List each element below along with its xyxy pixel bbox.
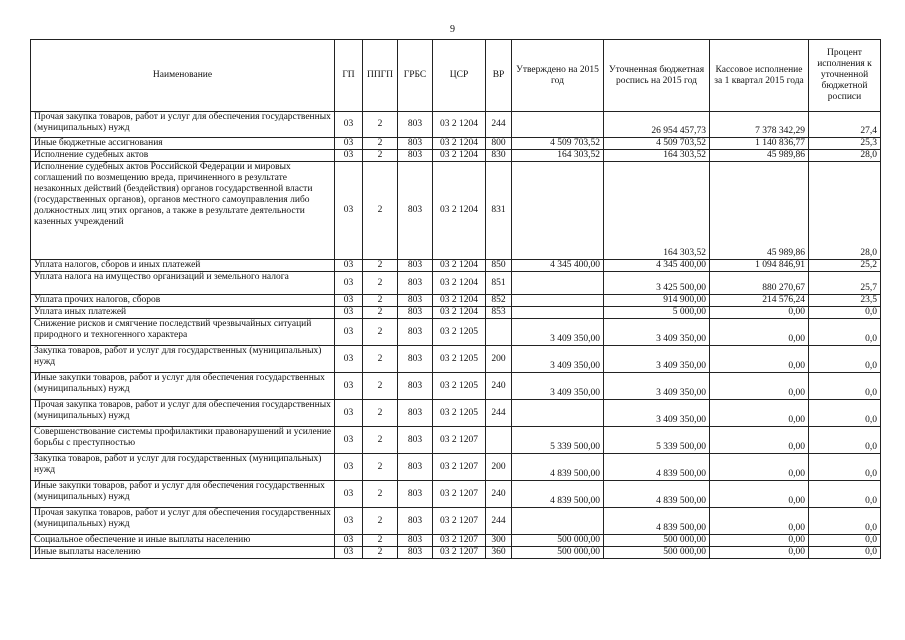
row-percent: 0,0 [809,373,881,400]
header-percent: Процент исполнения к уточненной бюджетной росписи [809,40,881,112]
row-vr: 240 [486,373,512,400]
row-ppgp: 2 [363,150,398,162]
row-name: Исполнение судебных актов Российской Федерации и мировых соглашений по возмещению вреда, причиненного в результате незаконных действий (бездействия) органов государственной власти (государственных органов), органов местного самоуправления либо должностных лиц этих органов, а также в результате деятельности казенных учреждений [31,162,335,260]
row-csr: 03 2 1205 [433,373,486,400]
row-vr: 200 [486,346,512,373]
row-gp: 03 [335,508,363,535]
table-row [31,547,881,559]
row-cash: 0,00 [710,454,809,481]
row-name: Прочая закупка товаров, работ и услуг для обеспечения государственных (муниципальных) нужд [31,400,335,427]
row-ppgp: 2 [363,346,398,373]
row-refined: 500 000,00 [604,535,710,547]
row-ppgp: 2 [363,454,398,481]
row-ppgp: 2 [363,260,398,272]
row-cash: 1 140 836,77 [710,138,809,150]
row-cash: 0,00 [710,319,809,346]
table-row [31,319,881,346]
row-vr: 244 [486,508,512,535]
row-refined: 3 409 350,00 [604,319,710,346]
header-refined: Уточненная бюджетная роспись на 2015 год [604,40,710,112]
row-vr: 853 [486,307,512,319]
row-refined: 500 000,00 [604,547,710,559]
row-ppgp: 2 [363,547,398,559]
row-grbs: 803 [398,260,433,272]
row-gp: 03 [335,150,363,162]
row-name: Прочая закупка товаров, работ и услуг для обеспечения государственных (муниципальных) нужд [31,112,335,138]
row-cash: 45 989,86 [710,150,809,162]
row-gp: 03 [335,346,363,373]
row-vr: 830 [486,150,512,162]
row-cash: 0,00 [710,346,809,373]
row-cash: 0,00 [710,373,809,400]
row-approved [512,508,604,535]
row-ppgp: 2 [363,508,398,535]
row-approved [512,112,604,138]
row-grbs: 803 [398,400,433,427]
row-gp: 03 [335,138,363,150]
row-ppgp: 2 [363,112,398,138]
row-grbs: 803 [398,535,433,547]
row-cash: 0,00 [710,427,809,454]
row-grbs: 803 [398,307,433,319]
row-vr: 240 [486,481,512,508]
row-percent: 28,0 [809,162,881,260]
row-name: Иные выплаты населению [31,547,335,559]
row-csr: 03 2 1204 [433,150,486,162]
row-grbs: 803 [398,547,433,559]
table-body [31,112,881,559]
row-vr: 200 [486,454,512,481]
row-percent: 0,0 [809,427,881,454]
row-cash: 1 094 846,91 [710,260,809,272]
row-gp: 03 [335,454,363,481]
row-vr [486,319,512,346]
row-vr: 850 [486,260,512,272]
row-csr: 03 2 1204 [433,295,486,307]
row-approved: 5 339 500,00 [512,427,604,454]
row-gp: 03 [335,260,363,272]
row-vr: 244 [486,400,512,427]
page-number: 9 [450,24,455,35]
row-refined: 3 425 500,00 [604,272,710,295]
table-row [31,400,881,427]
row-name: Прочая закупка товаров, работ и услуг для обеспечения государственных (муниципальных) нужд [31,508,335,535]
row-approved: 500 000,00 [512,535,604,547]
row-vr: 244 [486,112,512,138]
row-percent: 27,4 [809,112,881,138]
row-approved: 500 000,00 [512,547,604,559]
row-name: Закупка товаров, работ и услуг для государственных (муниципальных) нужд [31,454,335,481]
row-gp: 03 [335,547,363,559]
row-approved: 4 839 500,00 [512,454,604,481]
row-grbs: 803 [398,138,433,150]
row-grbs: 803 [398,427,433,454]
row-ppgp: 2 [363,138,398,150]
row-grbs: 803 [398,319,433,346]
row-refined: 164 303,52 [604,150,710,162]
row-csr: 03 2 1207 [433,481,486,508]
row-csr: 03 2 1207 [433,535,486,547]
row-percent: 0,0 [809,346,881,373]
row-percent: 0,0 [809,400,881,427]
row-approved: 164 303,52 [512,150,604,162]
row-grbs: 803 [398,295,433,307]
table-row [31,454,881,481]
row-cash: 0,00 [710,400,809,427]
row-ppgp: 2 [363,295,398,307]
row-csr: 03 2 1207 [433,547,486,559]
row-refined: 3 409 350,00 [604,346,710,373]
row-csr: 03 2 1205 [433,400,486,427]
table-row [31,150,881,162]
row-cash: 0,00 [710,481,809,508]
row-ppgp: 2 [363,535,398,547]
row-csr: 03 2 1205 [433,346,486,373]
row-name: Совершенствование системы профилактики правонарушений и усиление борьбы с преступностью [31,427,335,454]
row-vr: 852 [486,295,512,307]
row-csr: 03 2 1204 [433,138,486,150]
row-csr: 03 2 1207 [433,427,486,454]
row-gp: 03 [335,481,363,508]
header-approved: Утверждено на 2015 год [512,40,604,112]
header-csr: ЦСР [433,40,486,112]
header-gp: ГП [335,40,363,112]
row-refined: 4 839 500,00 [604,481,710,508]
row-refined: 3 409 350,00 [604,373,710,400]
header-grbs: ГРБС [398,40,433,112]
row-cash: 0,00 [710,547,809,559]
row-gp: 03 [335,295,363,307]
table-row [31,307,881,319]
row-vr: 800 [486,138,512,150]
row-grbs: 803 [398,508,433,535]
row-refined: 4 839 500,00 [604,454,710,481]
row-csr: 03 2 1207 [433,454,486,481]
row-name: Иные закупки товаров, работ и услуг для обеспечения государственных (муниципальных) нужд [31,481,335,508]
row-approved: 3 409 350,00 [512,319,604,346]
row-approved [512,162,604,260]
row-ppgp: 2 [363,307,398,319]
row-name: Снижение рисков и смягчение последствий чрезвычайных ситуаций природного и техногенного характера [31,319,335,346]
row-name: Уплата прочих налогов, сборов [31,295,335,307]
table-row [31,260,881,272]
row-refined: 4 345 400,00 [604,260,710,272]
row-approved: 4 509 703,52 [512,138,604,150]
row-cash: 0,00 [710,535,809,547]
row-percent: 0,0 [809,508,881,535]
row-name: Уплата иных платежей [31,307,335,319]
row-csr: 03 2 1204 [433,260,486,272]
row-cash: 7 378 342,29 [710,112,809,138]
row-approved [512,400,604,427]
row-grbs: 803 [398,150,433,162]
row-name: Закупка товаров, работ и услуг для государственных (муниципальных) нужд [31,346,335,373]
row-approved: 4 345 400,00 [512,260,604,272]
row-gp: 03 [335,427,363,454]
row-grbs: 803 [398,454,433,481]
row-refined: 4 839 500,00 [604,508,710,535]
row-cash: 0,00 [710,307,809,319]
row-approved [512,272,604,295]
row-vr: 300 [486,535,512,547]
header-name: Наименование [31,40,335,112]
row-percent: 0,0 [809,547,881,559]
row-gp: 03 [335,535,363,547]
row-csr: 03 2 1204 [433,112,486,138]
row-percent: 0,0 [809,307,881,319]
row-approved: 3 409 350,00 [512,346,604,373]
header-cash: Кассовое исполнение за 1 квартал 2015 года [710,40,809,112]
row-grbs: 803 [398,272,433,295]
row-vr: 831 [486,162,512,260]
row-percent: 0,0 [809,319,881,346]
row-csr: 03 2 1204 [433,307,486,319]
table-row [31,427,881,454]
row-gp: 03 [335,400,363,427]
header-ppgp: ППГП [363,40,398,112]
row-ppgp: 2 [363,427,398,454]
table-row [31,373,881,400]
row-gp: 03 [335,272,363,295]
row-percent: 25,7 [809,272,881,295]
row-grbs: 803 [398,346,433,373]
table-row [31,112,881,138]
row-ppgp: 2 [363,319,398,346]
row-ppgp: 2 [363,481,398,508]
row-grbs: 803 [398,162,433,260]
row-name: Уплата налогов, сборов и иных платежей [31,260,335,272]
row-grbs: 803 [398,112,433,138]
row-vr [486,427,512,454]
row-refined: 914 900,00 [604,295,710,307]
row-percent: 23,5 [809,295,881,307]
row-percent: 0,0 [809,535,881,547]
row-name: Иные закупки товаров, работ и услуг для обеспечения государственных (муниципальных) нужд [31,373,335,400]
header-vr: ВР [486,40,512,112]
row-grbs: 803 [398,481,433,508]
row-csr: 03 2 1207 [433,508,486,535]
table-row [31,295,881,307]
row-cash: 0,00 [710,508,809,535]
table-row [31,481,881,508]
table-row [31,138,881,150]
table-row [31,346,881,373]
row-gp: 03 [335,373,363,400]
row-name: Иные бюджетные ассигнования [31,138,335,150]
row-grbs: 803 [398,373,433,400]
row-approved: 3 409 350,00 [512,373,604,400]
row-percent: 25,3 [809,138,881,150]
row-csr: 03 2 1205 [433,319,486,346]
row-ppgp: 2 [363,272,398,295]
row-csr: 03 2 1204 [433,162,486,260]
table-header-row [31,40,881,112]
row-name: Уплата налога на имущество организаций и земельного налога [31,272,335,295]
row-cash: 880 270,67 [710,272,809,295]
row-name: Социальное обеспечение и иные выплаты населению [31,535,335,547]
row-refined: 164 303,52 [604,162,710,260]
table-row [31,162,881,260]
budget-table [30,39,881,559]
row-percent: 0,0 [809,481,881,508]
row-name: Исполнение судебных актов [31,150,335,162]
row-approved: 4 839 500,00 [512,481,604,508]
row-gp: 03 [335,162,363,260]
table-row [31,535,881,547]
row-vr: 851 [486,272,512,295]
row-refined: 5 339 500,00 [604,427,710,454]
row-approved [512,295,604,307]
row-percent: 28,0 [809,150,881,162]
row-vr: 360 [486,547,512,559]
row-ppgp: 2 [363,373,398,400]
row-percent: 25,2 [809,260,881,272]
row-csr: 03 2 1204 [433,272,486,295]
row-gp: 03 [335,307,363,319]
row-ppgp: 2 [363,400,398,427]
row-gp: 03 [335,319,363,346]
row-refined: 4 509 703,52 [604,138,710,150]
row-refined: 5 000,00 [604,307,710,319]
row-cash: 214 576,24 [710,295,809,307]
table-row [31,272,881,295]
row-refined: 26 954 457,73 [604,112,710,138]
row-gp: 03 [335,112,363,138]
table-row [31,508,881,535]
row-cash: 45 989,86 [710,162,809,260]
row-percent: 0,0 [809,454,881,481]
row-refined: 3 409 350,00 [604,400,710,427]
row-ppgp: 2 [363,162,398,260]
row-approved [512,307,604,319]
